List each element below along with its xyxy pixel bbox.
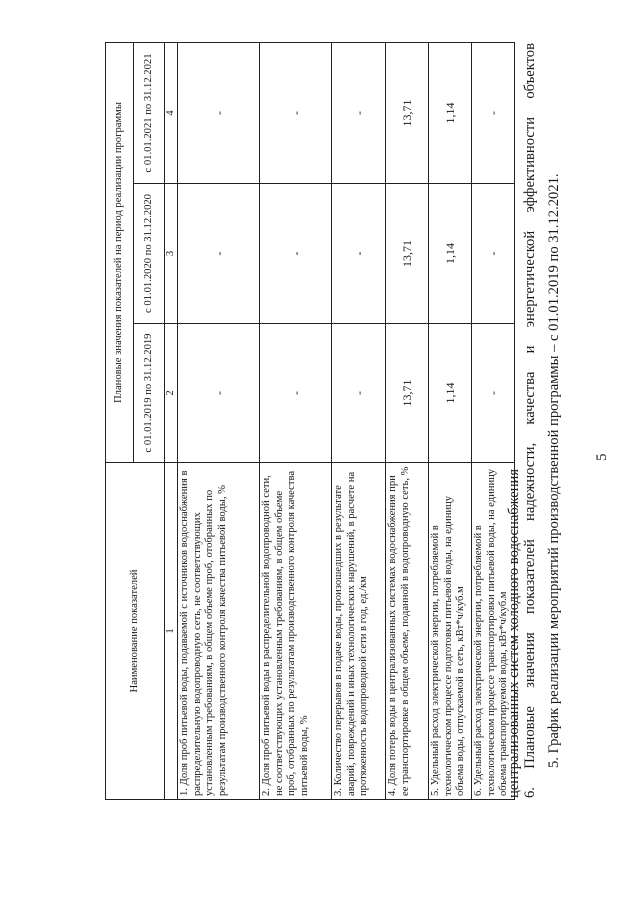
indicator-value: - bbox=[178, 42, 260, 183]
indicator-name: 6. Удельный расход электрической энергии, потребляемой в технологическом процессе транспортировки питьевой воды, на единицу объема транспортируемой воды, кВт*ч/куб.м bbox=[472, 463, 515, 800]
indicator-value: 13,71 bbox=[386, 42, 429, 183]
column-number: 2 bbox=[165, 324, 178, 463]
section-6-heading-line1: 6. Плановые значения показателей надежности, качества и энергетической эффективности объектов bbox=[522, 43, 538, 798]
name-column-header: Наименование показателей bbox=[106, 463, 165, 800]
table-row bbox=[332, 42, 386, 799]
indicator-value: - bbox=[178, 324, 260, 463]
indicator-value: - bbox=[332, 184, 386, 324]
indicator-name: 2. Доля проб питьевой воды в распределительной водопроводной сети, не соответствующих установленным требованиям, в общем объеме проб, отобранных по результатам производственного контроля качества питьевой воды, % bbox=[260, 463, 332, 800]
period-header-2019: с 01.01.2019 по 31.12.2019 bbox=[134, 324, 165, 463]
indicator-name: 1. Доля проб питьевой воды, подаваемой с источников водоснабжения в распределительную водопроводную сеть, не соответствующих установленным требованиям, в общем объеме проб, отобранных по результатам производственного контроля качества питьевой воды, % bbox=[178, 463, 260, 800]
table-row bbox=[260, 42, 332, 799]
indicator-value: 13,71 bbox=[386, 184, 429, 324]
indicator-name: 4. Доля потерь воды в централизованных системах водоснабжения при ее транспортировке в общем объеме, поданной в водопроводную сеть, % bbox=[386, 463, 429, 800]
section-6-heading-line2: централизованных систем холодного водоснабжения bbox=[506, 468, 522, 798]
indicator-value: - bbox=[472, 324, 515, 463]
indicator-value: - bbox=[472, 184, 515, 324]
table-row bbox=[472, 42, 515, 799]
indicator-value: - bbox=[260, 184, 332, 324]
period-header-2020: с 01.01.2020 по 31.12.2020 bbox=[134, 184, 165, 324]
table-row bbox=[429, 42, 472, 799]
indicator-value: - bbox=[260, 324, 332, 463]
indicator-value: - bbox=[332, 324, 386, 463]
section-5-heading: 5. График реализации мероприятий производственной программы – с 01.01.2019 по 31.12.2021. bbox=[546, 173, 562, 768]
indicator-value: - bbox=[472, 42, 515, 183]
indicators-table bbox=[105, 42, 515, 800]
indicator-value: 13,71 bbox=[386, 324, 429, 463]
indicator-value: - bbox=[178, 184, 260, 324]
table-row bbox=[178, 42, 260, 799]
indicator-value: 1,14 bbox=[429, 42, 472, 183]
indicator-value: 1,14 bbox=[429, 184, 472, 324]
table-row bbox=[386, 42, 429, 799]
column-number: 3 bbox=[165, 184, 178, 324]
indicator-name: 3. Количество перерывов в подаче воды, произошедших в результате аварий, повреждений и иных технологических нарушений, в расчете на протяженность водопроводной сети в год, ед./км bbox=[332, 463, 386, 800]
page-number: 5 bbox=[594, 453, 610, 461]
period-header: Плановые значения показателей на период реализации программы bbox=[106, 42, 134, 462]
period-header-2021: с 01.01.2021 по 31.12.2021 bbox=[134, 42, 165, 183]
indicator-value: - bbox=[260, 42, 332, 183]
indicator-name: 5. Удельный расход электрической энергии, потребляемой в технологическом процессе подготовки питьевой воды, на единицу объема воды, отпускаемой в сеть, кВт*ч/куб.м bbox=[429, 463, 472, 800]
indicator-value: 1,14 bbox=[429, 324, 472, 463]
column-number: 1 bbox=[165, 463, 178, 800]
column-number: 4 bbox=[165, 42, 178, 183]
indicator-value: - bbox=[332, 42, 386, 183]
